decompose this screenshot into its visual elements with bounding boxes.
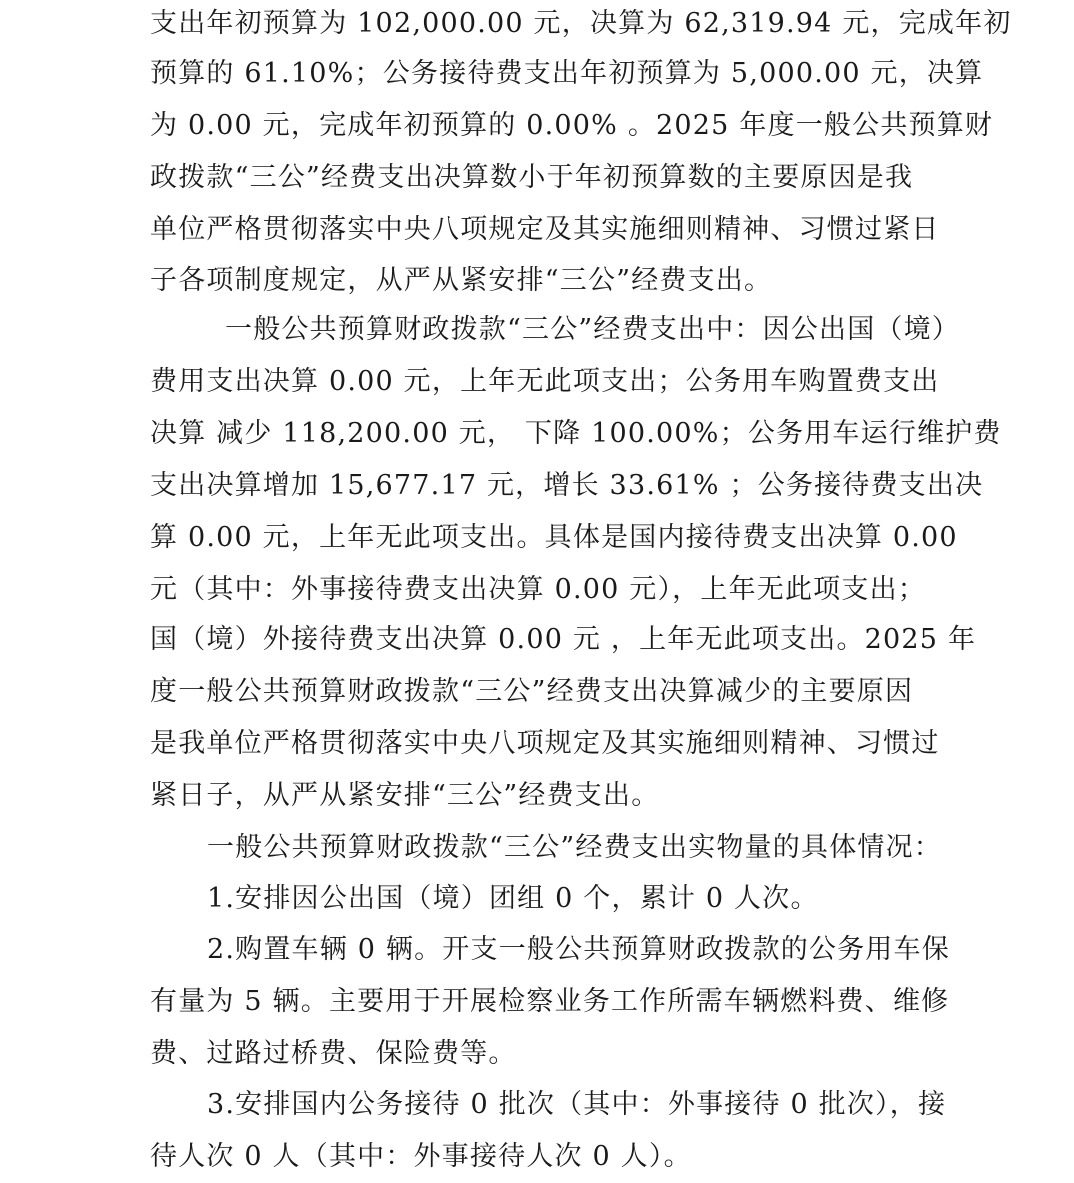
text-line: 有量为 5 辆。主要用于开展检察业务工作所需车辆燃料费、维修 <box>150 986 950 1017</box>
text-line: 政拨款“三公”经费支出决算数小于年初预算数的主要原因是我 <box>150 162 914 193</box>
text-line: 元（其中：外事接待费支出决算 0.00 元），上年无此项支出； <box>150 574 926 605</box>
text-line: 一般公共预算财政拨款“三公”经费支出中：因公出国（境） <box>225 314 961 345</box>
text-line: 为 0.00 元，完成年初预算的 0.00% 。2025 年度一般公共预算财 <box>150 110 994 141</box>
text-line: 支出决算增加 15,677.17 元，增长 33.61% ；公务接待费支出决 <box>150 470 984 501</box>
text-line: 单位严格贯彻落实中央八项规定及其实施细则精神、习惯过紧日 <box>150 214 940 245</box>
text-line: 待人次 0 人（其中：外事接待人次 0 人）。 <box>150 1141 692 1172</box>
text-line: 决算 减少 118,200.00 元， 下降 100.00%；公务用车运行维护费 <box>150 418 1002 449</box>
text-line: 预算的 61.10%；公务接待费支出年初预算为 5,000.00 元，决算 <box>150 58 984 89</box>
text-line: 支出年初预算为 102,000.00 元，决算为 62,319.94 元，完成年初 <box>150 8 1012 39</box>
text-line: 费、过路过桥费、保险费等。 <box>150 1038 517 1069</box>
text-line: 度一般公共预算财政拨款“三公”经费支出决算减少的主要原因 <box>150 676 914 707</box>
text-line: 子各项制度规定，从严从紧安排“三公”经费支出。 <box>150 265 773 296</box>
text-line: 1.安排因公出国（境）团组 0 个，累计 0 人次。 <box>207 883 819 914</box>
text-line: 一般公共预算财政拨款“三公”经费支出实物量的具体情况： <box>207 832 943 863</box>
text-line: 2.购置车辆 0 辆。开支一般公共预算财政拨款的公务用车保 <box>207 934 950 965</box>
text-line: 3.安排国内公务接待 0 批次（其中：外事接待 0 批次），接 <box>207 1089 947 1120</box>
text-line: 是我单位严格贯彻落实中央八项规定及其实施细则精神、习惯过 <box>150 728 940 759</box>
text-line: 算 0.00 元，上年无此项支出。具体是国内接待费支出决算 0.00 <box>150 522 958 553</box>
text-line: 费用支出决算 0.00 元，上年无此项支出；公务用车购置费支出 <box>150 366 940 397</box>
text-line: 紧日子，从严从紧安排“三公”经费支出。 <box>150 780 660 811</box>
text-line: 国（境）外接待费支出决算 0.00 元 ，上年无此项支出。2025 年 <box>150 624 977 655</box>
